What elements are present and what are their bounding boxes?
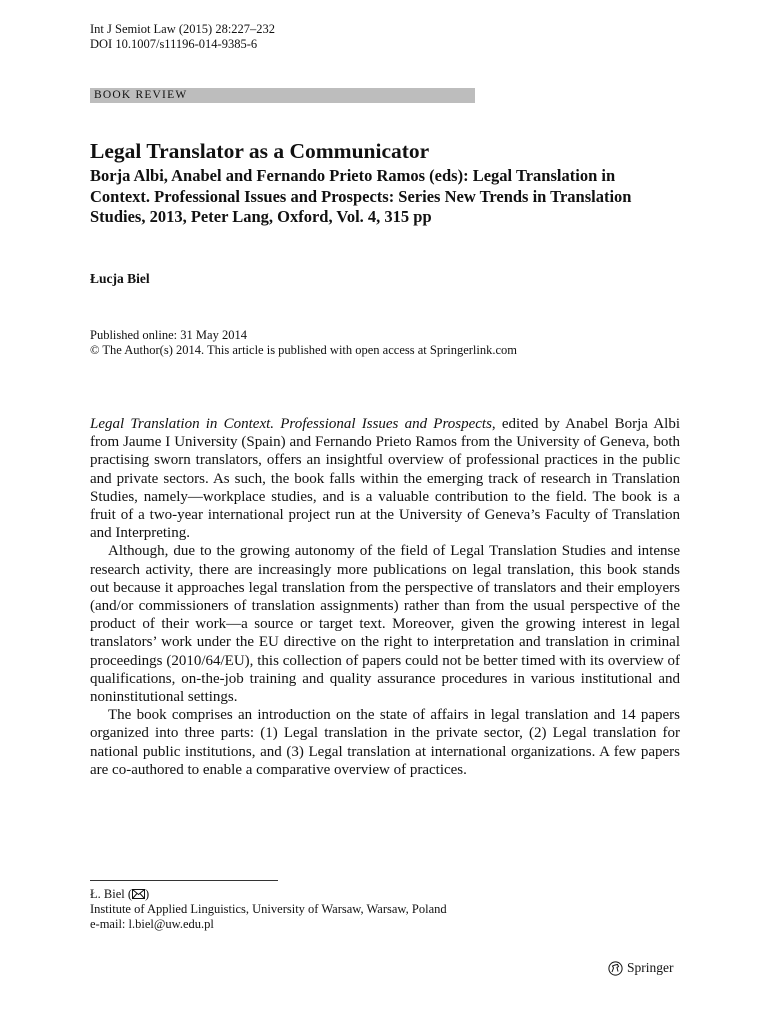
article-title: Legal Translator as a Communicator [90, 139, 430, 163]
section-label: BOOK REVIEW [94, 89, 188, 101]
doi: DOI 10.1007/s11196-014-9385-6 [90, 37, 258, 51]
publication-info [90, 328, 517, 357]
book-title-italic: Legal Translation in Context. Professional Issues and Prospects [90, 416, 492, 432]
publisher-logo [608, 960, 674, 976]
copyright-notice: © The Author(s) 2014. This article is published with open access at Springerlink.com [90, 342, 518, 357]
footnote-name-line [90, 887, 447, 902]
footnote-name-end: ) [145, 887, 150, 901]
footnote-name: Ł. Biel ( [90, 887, 133, 901]
paragraph-1 [90, 415, 680, 542]
article-subtitle: Borja Albi, Anabel and Fernando Prieto Ramos (eds): Legal Translation in Context. Professional Issues and Prospects: Series New Trends in Translation Studies, 2013, Peter Lang, Oxford, Vol. 4, 315 pp [90, 166, 632, 226]
envelope-icon[interactable] [132, 889, 145, 899]
author-name: Łucja Biel [90, 271, 150, 286]
footnote-email: e-mail: l.biel@uw.edu.pl [90, 917, 214, 931]
journal-info [90, 22, 275, 52]
paragraph-2: Although, due to the growing autonomy of the field of Legal Translation Studies and intense research activity, there are increasingly more publications on legal translation, this book stands out because it approaches legal translation from the perspective of translators and their employers (and/or commissioners of translation assignments) rather than from the usual perspective of the product of their work—a source or target text. Moreover, given the growing interest in legal translators’ work under the EU directive on the right to interpretation and translation in criminal proceedings (2010/64/EU), this collection of papers could not be better timed with its overview of qualifications, on-the-job training and quality assurance procedures in various institutional and noninstitutional settings. [90, 543, 680, 706]
footnote-divider [90, 880, 278, 881]
paragraph-3: The book comprises an introduction on the state of affairs in legal translation and 14 papers organized into three parts: (1) Legal translation in the private sector, (2) Legal translation for national public institutions, and (3) Legal translation at international organizations. A few papers are co-authored to enable a comparative overview of practices. [90, 707, 680, 778]
paragraph-1-text: , edited by Anabel Borja Albi from Jaume I University (Spain) and Fernando Prieto Ramos from the University of Geneva, both practising sworn translators, offers an insightful overview of professional practices in the public and private sectors. As such, the book falls within the emerging track of research in Translation Studies, namely—workplace studies, and is a valuable contribution to the field. The book is a fruit of a two-year international project run at the University of Geneva’s Faculty of Translation and Interpreting. [90, 416, 680, 542]
footnote-affiliation: Institute of Applied Linguistics, University of Warsaw, Warsaw, Poland [90, 902, 447, 916]
publisher-name: Springer [627, 960, 674, 975]
section-banner [90, 88, 475, 103]
article-body [90, 415, 680, 779]
springer-horse-icon [608, 961, 623, 976]
published-date: Published online: 31 May 2014 [90, 328, 247, 342]
author-footnote [90, 887, 447, 932]
journal-citation: Int J Semiot Law (2015) 28:227–232 [90, 22, 276, 36]
